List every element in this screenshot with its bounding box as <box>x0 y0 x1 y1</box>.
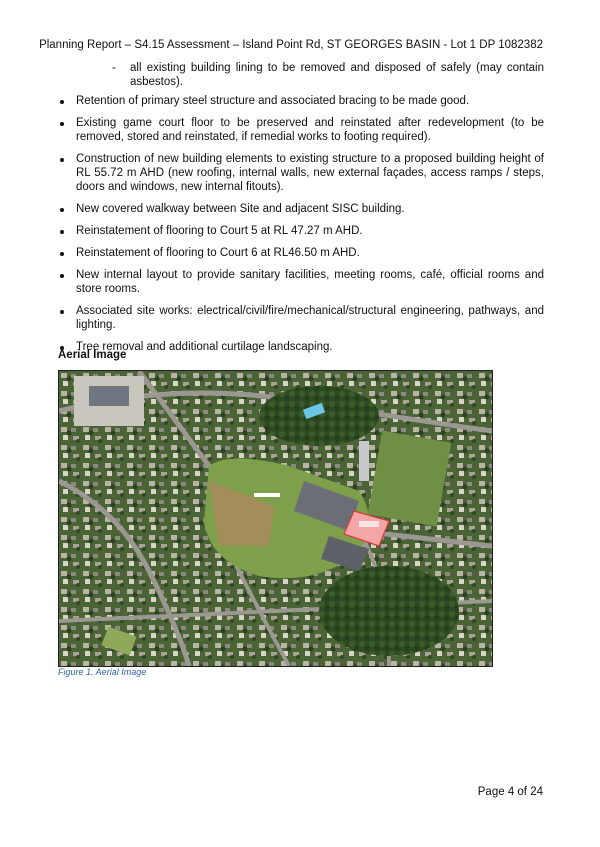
bullet-icon <box>60 230 64 234</box>
solar-roof <box>89 386 129 406</box>
bullet-item <box>58 116 544 144</box>
aerial-image <box>59 371 492 666</box>
dash-marker: - <box>112 62 116 74</box>
bullet-text: Associated site works: electrical/civil/fire/mechanical/structural engineering, pathways, and lighting. <box>76 305 544 331</box>
bullet-text: Reinstatement of flooring to Court 5 at RL 47.27 m AHD. <box>76 225 363 237</box>
bullet-item <box>58 94 544 108</box>
school-building <box>359 441 369 481</box>
bullet-icon <box>60 208 64 212</box>
bullet-list <box>58 94 544 362</box>
figure-caption: Figure 1. Aerial Image <box>58 667 147 677</box>
section-title: Aerial Image <box>58 349 127 361</box>
tree-cover <box>259 386 379 446</box>
bullet-item <box>58 202 544 216</box>
page-number: Page 4 of 24 <box>477 786 543 798</box>
map-label-box <box>254 493 280 497</box>
bullet-text: Tree removal and additional curtilage landscaping. <box>76 341 333 353</box>
school-field <box>368 431 452 527</box>
page-header: Planning Report – S4.15 Assessment – Island Point Rd, ST GEORGES BASIN - Lot 1 DP 1082382 <box>39 39 543 51</box>
bullet-text: New covered walkway between Site and adjacent SISC building. <box>76 203 405 215</box>
map-label-box <box>359 521 379 527</box>
bullet-item <box>58 304 544 332</box>
bullet-icon <box>60 100 64 104</box>
bullet-text: New internal layout to provide sanitary facilities, meeting rooms, café, official rooms and store rooms. <box>76 269 544 295</box>
bullet-icon <box>60 274 64 278</box>
sub-list-item <box>112 61 544 89</box>
bullet-text: Retention of primary steel structure and associated bracing to be made good. <box>76 95 470 107</box>
bullet-icon <box>60 158 64 162</box>
tree-cover <box>319 566 459 656</box>
bullet-item <box>58 152 544 194</box>
sub-list <box>112 61 544 89</box>
bullet-text: Reinstatement of flooring to Court 6 at RL46.50 m AHD. <box>76 247 360 259</box>
sub-list-item-text: all existing building lining to be removed and disposed of safely (may contain asbestos). <box>130 62 544 88</box>
bullet-text: Existing game court floor to be preserved and reinstated after redevelopment (to be removed, stored and reinstated, if remedial works to footing required). <box>76 117 544 143</box>
bullet-item <box>58 224 544 238</box>
bullet-item <box>58 246 544 260</box>
bullet-item <box>58 340 544 354</box>
bullet-item <box>58 268 544 296</box>
aerial-photo-icon <box>58 370 493 667</box>
bullet-icon <box>60 310 64 314</box>
bullet-icon <box>60 252 64 256</box>
bullet-icon <box>60 122 64 126</box>
bullet-text: Construction of new building elements to existing structure to a proposed building height of RL 55.72 m AHD (new roofing, internal walls, new external façades, access ramps / steps, doors and windows, new internal fitouts). <box>76 153 544 193</box>
